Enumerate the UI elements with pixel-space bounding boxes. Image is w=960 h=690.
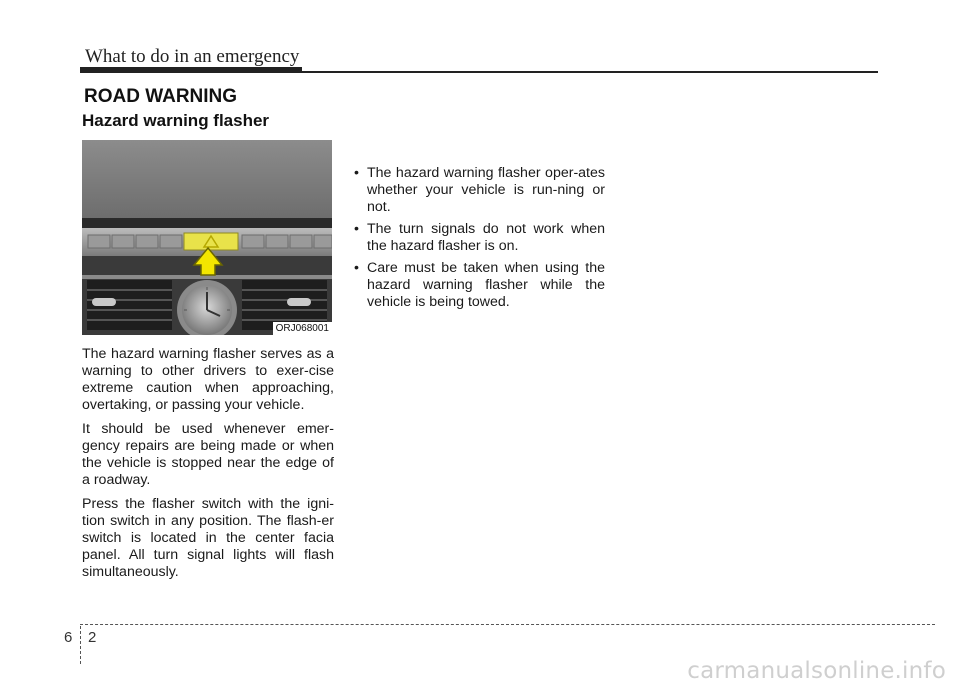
list-item-text: The turn signals do not work when the hazard flasher is on.	[367, 221, 605, 254]
bullet-list	[352, 165, 605, 311]
footer-divider	[80, 624, 935, 625]
watermark: carmanualsonline.info	[687, 658, 946, 684]
bullet-icon: •	[354, 165, 359, 181]
list-item	[352, 221, 605, 255]
list-item-text: Care must be taken when using the hazard warning flasher while the vehicle is being towed.	[367, 260, 605, 310]
left-column-text	[82, 346, 334, 588]
section-title: ROAD WARNING	[84, 86, 238, 107]
hazard-switch-figure	[82, 140, 332, 335]
header-rule-thin	[80, 71, 878, 73]
header-title: What to do in an emergency	[85, 46, 300, 67]
hazard-flasher-subtitle: Hazard warning flasher	[82, 111, 270, 130]
page-number: 2	[88, 629, 97, 646]
dashboard-photo	[82, 140, 332, 335]
list-item	[352, 260, 605, 311]
list-item-text: The hazard warning flasher oper-ates whether your vehicle is run-ning or not.	[367, 165, 605, 215]
bullet-icon: •	[354, 260, 359, 276]
figure-label: ORJ068001	[273, 322, 332, 335]
paragraph: It should be used whenever emer-gency repairs are being made or when the vehicle is stopped near the edge of a roadway.	[82, 421, 334, 488]
paragraph: The hazard warning flasher serves as a warning to other drivers to exer-cise extreme caution when approaching, overtaking, or passing your vehicle.	[82, 346, 334, 413]
right-column	[352, 165, 605, 316]
bullet-icon: •	[354, 221, 359, 237]
footer-vertical-divider	[80, 626, 81, 664]
vent-knob-right	[287, 298, 311, 306]
paragraph: Press the flasher switch with the igni-tion switch in any position. The flash-er switch is located in the center facia panel. All turn signal lights will flash simultaneously.	[82, 496, 334, 580]
list-item	[352, 165, 605, 216]
vent-knob-left	[92, 298, 116, 306]
section-number: 6	[64, 629, 73, 646]
